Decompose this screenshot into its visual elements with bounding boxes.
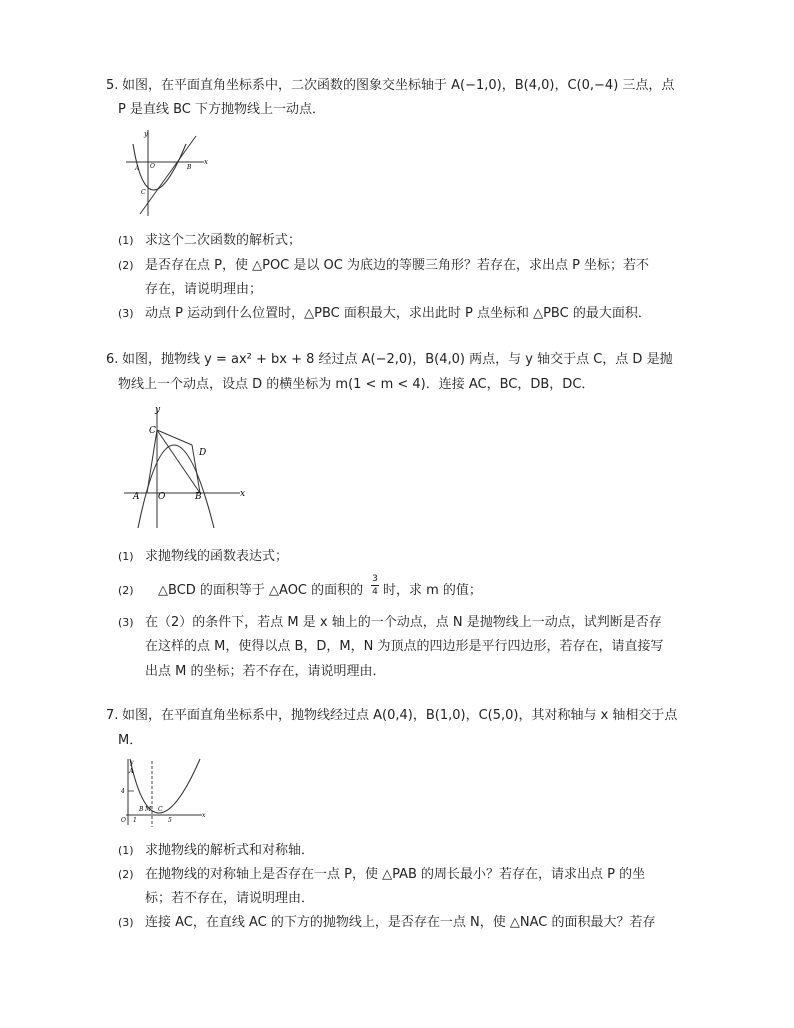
- stem-line: P 是直线 BC 下方抛物线上一动点．: [118, 102, 326, 117]
- label-y: y: [130, 759, 134, 766]
- label-y: y: [144, 130, 148, 138]
- part-text: 求这个二次函数的解析式；: [145, 233, 302, 248]
- fraction-denominator: 4: [372, 587, 378, 597]
- parabola: [130, 759, 200, 813]
- part-text: 出点 M 的坐标；若不存在，请说明理由．: [145, 664, 386, 679]
- label-b: B: [195, 492, 202, 502]
- figure-6: [122, 400, 252, 532]
- part-text: 是否存在点 P，使 △POC 是以 OC 为底边的等腰三角形？若存在，求出点 P 坐标；若不: [145, 258, 650, 273]
- label-a: A: [135, 165, 140, 172]
- label-m: M: [145, 806, 152, 813]
- label-a: A: [129, 768, 134, 775]
- part-text: 动点 P 运动到什么位置时，△PBC 面积最大，求出此时 P 点坐标和 △PBC 的最大面积．: [145, 306, 651, 321]
- label-d: D: [199, 448, 207, 458]
- label-c: C: [141, 189, 146, 196]
- label-x: x: [204, 158, 208, 166]
- part-label: (2): [118, 584, 134, 597]
- part-label: (1): [118, 844, 134, 857]
- label-x: x: [202, 812, 206, 819]
- part-text: 标；若不存在，请说明理由．: [145, 891, 315, 906]
- part-text-post: 时，求 m 的值；: [383, 583, 482, 598]
- label-x: x: [240, 489, 246, 499]
- label-b: B: [187, 164, 192, 171]
- figure-5: [124, 126, 210, 218]
- problem-number: 7.: [106, 708, 119, 723]
- label-c: C: [158, 806, 163, 813]
- label-5: 5: [168, 817, 172, 824]
- part-text: 求抛物线的解析式和对称轴．: [145, 843, 315, 858]
- part-label: (3): [118, 916, 134, 929]
- part-label: (3): [118, 307, 134, 320]
- stem-line: 如图，在平面直角坐标系中，抛物线经过点 A(0,4)，B(1,0)，C(5,0)，其对称轴与 x 轴相交于点: [122, 708, 678, 723]
- problem-number: 6.: [106, 352, 119, 367]
- part-text: 在抛物线的对称轴上是否存在一点 P，使 △PAB 的周长最小？若存在，请求出点 P 的坐: [145, 867, 646, 882]
- part-label: (1): [118, 234, 134, 247]
- parabola: [133, 144, 186, 190]
- stem-line: 如图，在平面直角坐标系中，二次函数的图象交坐标轴于 A(−1,0)，B(4,0)，C(0,−4) 三点，点: [122, 78, 675, 93]
- fraction-numerator: 3: [372, 574, 378, 584]
- label-c: C: [149, 426, 156, 436]
- label-a: A: [133, 492, 140, 502]
- problem-number: 5.: [106, 78, 119, 93]
- stem-line: M．: [118, 733, 143, 748]
- label-y: y: [155, 405, 161, 415]
- part-text-pre: △BCD 的面积等于 △AOC 的面积的: [158, 583, 364, 598]
- label-4: 4: [121, 788, 125, 795]
- figure-7: [116, 755, 210, 829]
- part-text: 在（2）的条件下，若点 M 是 x 轴上的一个动点，点 N 是抛物线上一动点，试判断是否存: [145, 615, 662, 630]
- fraction-bar: [371, 585, 379, 586]
- segment-ac: [147, 430, 157, 493]
- part-text: 存在，请说明理由；: [145, 282, 263, 297]
- label-b: B: [139, 806, 144, 813]
- label-o: O: [121, 817, 126, 824]
- stem-line: 如图，抛物线 y = ax² + bx + 8 经过点 A(−2,0)，B(4,0) 两点，与 y 轴交于点 C，点 D 是抛: [122, 352, 673, 367]
- part-label: (2): [118, 868, 134, 881]
- stem-line: 物线上一个动点，设点 D 的横坐标为 m(1 < m < 4)．连接 AC，BC，DB，DC．: [118, 377, 595, 392]
- part-label: (3): [118, 616, 134, 629]
- part-label: (1): [118, 550, 134, 563]
- part-text: 求抛物线的函数表达式；: [145, 549, 289, 564]
- label-1: 1: [133, 817, 137, 824]
- part-text: 在这样的点 M，使得以点 B，D，M，N 为顶点的四边形是平行四边形，若存在，请直接写: [145, 639, 664, 654]
- part-label: (2): [118, 259, 134, 272]
- part-text: 连接 AC，在直线 AC 的下方的抛物线上，是否存在一点 N，使 △NAC 的面积最大？若存: [145, 915, 656, 930]
- label-o: O: [150, 163, 155, 170]
- label-o: O: [158, 492, 166, 502]
